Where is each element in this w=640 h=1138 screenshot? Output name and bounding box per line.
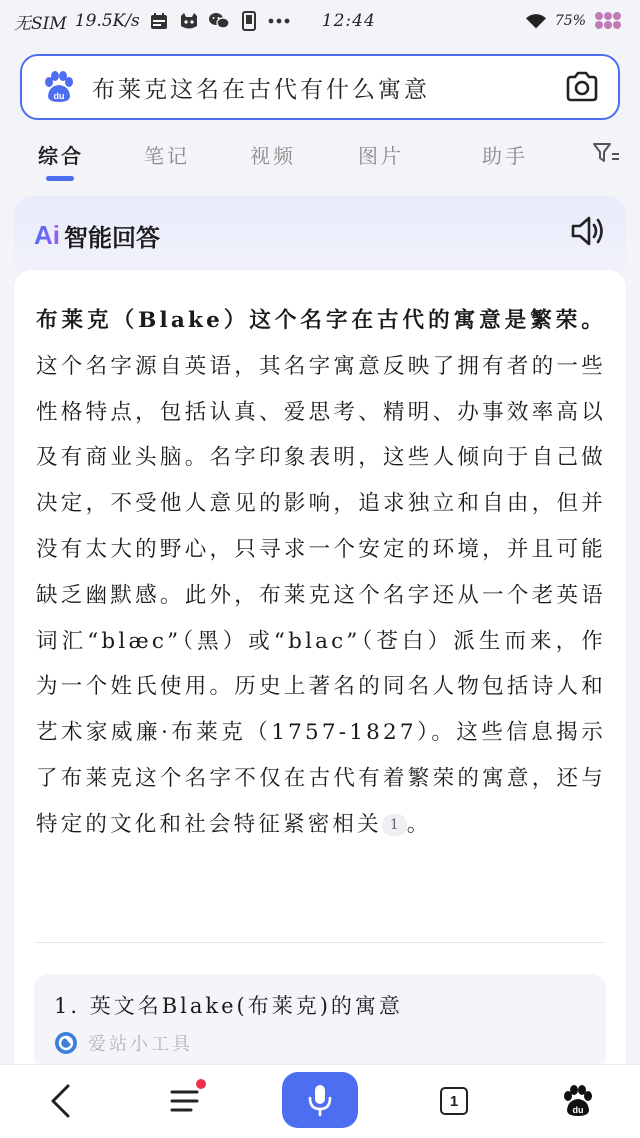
cat-app-icon — [178, 11, 200, 31]
answer-text: 布莱克（Blake）这个名字在古代的寓意是繁荣。这个名字源自英语，其名字寓意反映了拥有者的一些性格特点，包括认真、爱思考、精明、办事效率高以及有商业头脑。名字印象表明，这些人倾向于自己做决定，不受他人意见的影响，追求独立和自由，但并没有太大的野心，只寻求一个安定的环境，并且可能缺乏幽默感。此外，布莱克这个名字还从一个老英语词汇“blæc”（黑）或“blac”（苍白）派生而来，作为一个姓氏使用。历史上著名的同名人物包括诗人和艺术家威廉·布莱克（1757-1827）。这些信息揭示了布莱克这个名字不仅在古代有着繁荣的寓意，还与特定的文化和社会特征紧密相关 1 。 — [36, 308, 606, 837]
answer-first-sentence: 布莱克（Blake）这个名字在古代的寓意是繁荣。 — [36, 308, 606, 333]
source-card[interactable] — [34, 974, 606, 1070]
status-left — [14, 9, 376, 34]
baidu-paw-icon — [42, 70, 76, 104]
site-logo-icon — [54, 1031, 78, 1055]
ai-answer-heading: 智能回答 — [64, 225, 160, 252]
ai-answer-body — [14, 270, 626, 1096]
tab-videos[interactable]: 视频 — [250, 144, 296, 168]
tab-count: 1 — [440, 1087, 468, 1115]
more-dots-icon — [268, 11, 290, 31]
microphone-icon — [306, 1083, 334, 1117]
status-right — [525, 11, 626, 31]
answer-body: 这个名字源自英语，其名字寓意反映了拥有者的一些性格特点，包括认真、爱思考、精明、办事效率高以及有商业头脑。名字印象表明，这些人倾向于自己做决定，不受他人意见的影响，追求独立和自由，但并没有太大的野心，只寻求一个安定的环境，并且可能缺乏幽默感。此外，布莱克这个名字还从一个老英语词汇“blæc”（黑）或“blac”（苍白）派生而来，作为一个姓氏使用。历史上著名的同名人物包括诗人和艺术家威廉·布莱克（1757-1827）。这些信息揭示了布莱克这个名字不仅在古代有着繁荣的寓意，还与特定的文化和社会特征紧密相关 — [36, 353, 606, 837]
source-title[interactable]: 1. 英文名Blake(布莱克)的寓意 — [54, 994, 403, 1018]
speaker-icon[interactable] — [570, 214, 606, 248]
tab-notes[interactable]: 笔记 — [144, 144, 190, 168]
svg-text:du: du — [53, 91, 65, 101]
calendar-icon — [148, 11, 170, 31]
search-input[interactable]: 布莱克这名在古代有什么寓意 — [92, 76, 430, 103]
citation-badge[interactable]: 1 — [382, 814, 407, 836]
ai-answer-card — [14, 196, 626, 1096]
bottom-nav — [0, 1064, 640, 1138]
phone-icon — [238, 11, 260, 31]
baidu-home-icon[interactable] — [556, 1079, 600, 1123]
source-site — [54, 1030, 193, 1056]
clock: 12:44 — [321, 11, 376, 31]
carrier-label: 无SIM — [14, 13, 67, 34]
ai-logo: Ai — [34, 220, 60, 250]
menu-icon[interactable] — [164, 1079, 208, 1123]
camera-icon[interactable] — [564, 69, 600, 105]
tab-comprehensive[interactable]: 综合 — [38, 144, 84, 168]
divider — [34, 942, 606, 943]
back-icon[interactable] — [38, 1079, 82, 1123]
battery-icon — [594, 11, 626, 31]
battery-percent: 75% — [554, 13, 586, 29]
network-speed: 19.5K/s — [74, 11, 140, 31]
source-site-name: 爱站小工具 — [88, 1034, 193, 1055]
wechat-icon — [208, 11, 230, 31]
voice-search-button[interactable] — [282, 1072, 358, 1128]
ai-answer-title — [34, 218, 160, 253]
svg-text:du: du — [572, 1105, 584, 1115]
tab-bar — [0, 132, 640, 188]
active-tab-indicator — [46, 176, 74, 181]
tabs-count-button[interactable] — [432, 1079, 476, 1123]
tab-assistant[interactable]: 助手 — [482, 144, 528, 168]
status-bar — [0, 0, 640, 42]
notification-dot — [196, 1079, 206, 1089]
filter-icon[interactable] — [592, 141, 620, 165]
ai-answer-header — [14, 196, 626, 270]
tab-images[interactable]: 图片 — [358, 144, 404, 168]
wifi-icon — [525, 11, 547, 31]
search-bar[interactable] — [20, 54, 620, 120]
